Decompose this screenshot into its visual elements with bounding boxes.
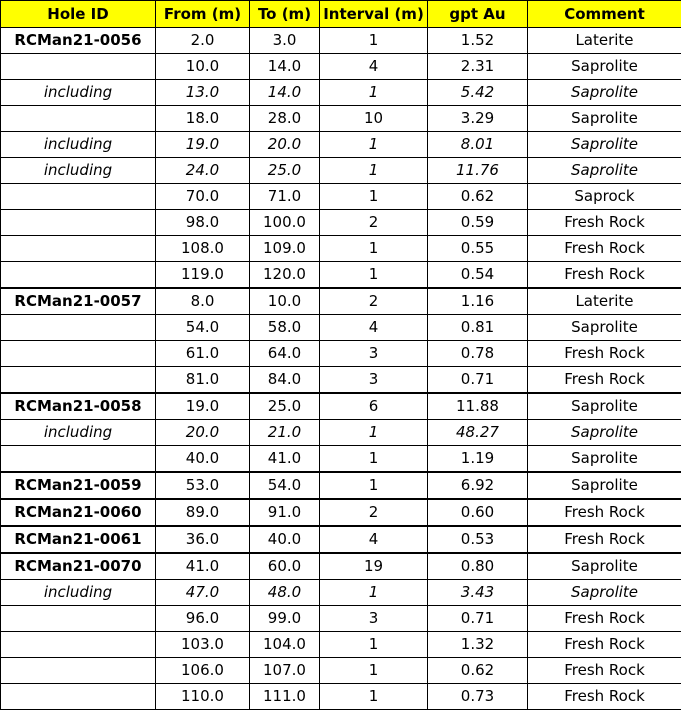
gpt-au-cell: 0.53 [428, 526, 528, 553]
hole-id-cell: RCMan21-0060 [1, 499, 156, 526]
from-cell: 47.0 [156, 580, 250, 606]
gpt-au-cell: 0.55 [428, 236, 528, 262]
hole-id-cell: including [1, 420, 156, 446]
gpt-au-cell: 1.52 [428, 28, 528, 54]
comment-cell: Saprolite [528, 132, 681, 158]
to-cell: 40.0 [250, 526, 320, 553]
to-cell: 111.0 [250, 684, 320, 710]
from-cell: 41.0 [156, 553, 250, 580]
table-row [1, 420, 681, 446]
interval-cell: 1 [320, 158, 428, 184]
gpt-au-cell: 0.81 [428, 315, 528, 341]
gpt-au-cell: 48.27 [428, 420, 528, 446]
to-cell: 41.0 [250, 446, 320, 473]
interval-cell: 1 [320, 658, 428, 684]
interval-cell: 2 [320, 499, 428, 526]
comment-cell: Fresh Rock [528, 684, 681, 710]
comment-cell: Saprolite [528, 446, 681, 473]
gpt-au-cell: 0.78 [428, 341, 528, 367]
gpt-au-cell: 1.16 [428, 288, 528, 315]
comment-cell: Fresh Rock [528, 658, 681, 684]
hole-id-cell [1, 632, 156, 658]
hole-id-cell: RCMan21-0070 [1, 553, 156, 580]
comment-cell: Saprolite [528, 580, 681, 606]
gpt-au-cell: 3.43 [428, 580, 528, 606]
table-row [1, 236, 681, 262]
to-cell: 54.0 [250, 472, 320, 499]
table-row [1, 393, 681, 420]
hole-id-cell: RCMan21-0057 [1, 288, 156, 315]
hole-id-cell: including [1, 580, 156, 606]
gpt-au-cell: 11.88 [428, 393, 528, 420]
header-row [1, 1, 681, 28]
comment-cell: Fresh Rock [528, 499, 681, 526]
comment-cell: Saprolite [528, 393, 681, 420]
interval-cell: 3 [320, 341, 428, 367]
from-cell: 8.0 [156, 288, 250, 315]
interval-cell: 1 [320, 420, 428, 446]
hole-id-cell: including [1, 132, 156, 158]
hole-id-cell: RCMan21-0056 [1, 28, 156, 54]
to-cell: 3.0 [250, 28, 320, 54]
table-row [1, 210, 681, 236]
to-cell: 14.0 [250, 80, 320, 106]
to-cell: 58.0 [250, 315, 320, 341]
table-row [1, 28, 681, 54]
table-row [1, 499, 681, 526]
to-cell: 109.0 [250, 236, 320, 262]
table-row [1, 341, 681, 367]
interval-cell: 2 [320, 210, 428, 236]
comment-cell: Fresh Rock [528, 632, 681, 658]
from-cell: 2.0 [156, 28, 250, 54]
to-cell: 100.0 [250, 210, 320, 236]
interval-cell: 19 [320, 553, 428, 580]
header-hole-id: Hole ID [1, 1, 156, 28]
hole-id-cell: including [1, 158, 156, 184]
hole-id-cell: including [1, 80, 156, 106]
comment-cell: Saprolite [528, 80, 681, 106]
table-row [1, 684, 681, 710]
from-cell: 108.0 [156, 236, 250, 262]
gpt-au-cell: 0.71 [428, 367, 528, 394]
interval-cell: 1 [320, 80, 428, 106]
gpt-au-cell: 0.73 [428, 684, 528, 710]
from-cell: 98.0 [156, 210, 250, 236]
gpt-au-cell: 0.71 [428, 606, 528, 632]
to-cell: 104.0 [250, 632, 320, 658]
hole-id-cell [1, 315, 156, 341]
to-cell: 20.0 [250, 132, 320, 158]
hole-id-cell [1, 606, 156, 632]
table-row [1, 132, 681, 158]
to-cell: 120.0 [250, 262, 320, 289]
to-cell: 28.0 [250, 106, 320, 132]
to-cell: 91.0 [250, 499, 320, 526]
hole-id-cell [1, 210, 156, 236]
gpt-au-cell: 0.62 [428, 184, 528, 210]
interval-cell: 1 [320, 236, 428, 262]
gpt-au-cell: 6.92 [428, 472, 528, 499]
from-cell: 13.0 [156, 80, 250, 106]
comment-cell: Saprolite [528, 54, 681, 80]
from-cell: 110.0 [156, 684, 250, 710]
table-row [1, 54, 681, 80]
table-body [1, 28, 681, 710]
comment-cell: Fresh Rock [528, 236, 681, 262]
gpt-au-cell: 0.54 [428, 262, 528, 289]
from-cell: 119.0 [156, 262, 250, 289]
table-row [1, 184, 681, 210]
table-row [1, 632, 681, 658]
comment-cell: Saprolite [528, 420, 681, 446]
from-cell: 20.0 [156, 420, 250, 446]
table-row [1, 472, 681, 499]
table-row [1, 315, 681, 341]
table-row [1, 606, 681, 632]
from-cell: 70.0 [156, 184, 250, 210]
gpt-au-cell: 0.80 [428, 553, 528, 580]
table-row [1, 446, 681, 473]
from-cell: 19.0 [156, 393, 250, 420]
from-cell: 96.0 [156, 606, 250, 632]
gpt-au-cell: 0.60 [428, 499, 528, 526]
interval-cell: 1 [320, 632, 428, 658]
interval-cell: 1 [320, 446, 428, 473]
interval-cell: 3 [320, 367, 428, 394]
table-row [1, 288, 681, 315]
interval-cell: 1 [320, 132, 428, 158]
to-cell: 14.0 [250, 54, 320, 80]
header-comment: Comment [528, 1, 681, 28]
from-cell: 53.0 [156, 472, 250, 499]
table-row [1, 526, 681, 553]
table-row [1, 367, 681, 394]
table-row [1, 262, 681, 289]
to-cell: 99.0 [250, 606, 320, 632]
interval-cell: 4 [320, 315, 428, 341]
gpt-au-cell: 1.32 [428, 632, 528, 658]
interval-cell: 1 [320, 580, 428, 606]
hole-id-cell: RCMan21-0058 [1, 393, 156, 420]
from-cell: 103.0 [156, 632, 250, 658]
interval-cell: 1 [320, 472, 428, 499]
gpt-au-cell: 5.42 [428, 80, 528, 106]
to-cell: 64.0 [250, 341, 320, 367]
comment-cell: Fresh Rock [528, 210, 681, 236]
to-cell: 107.0 [250, 658, 320, 684]
interval-cell: 4 [320, 526, 428, 553]
comment-cell: Saprolite [528, 158, 681, 184]
comment-cell: Fresh Rock [528, 606, 681, 632]
comment-cell: Fresh Rock [528, 262, 681, 289]
table-row [1, 580, 681, 606]
comment-cell: Saprolite [528, 106, 681, 132]
hole-id-cell [1, 684, 156, 710]
interval-cell: 1 [320, 28, 428, 54]
table-row [1, 80, 681, 106]
comment-cell: Saprolite [528, 553, 681, 580]
to-cell: 10.0 [250, 288, 320, 315]
to-cell: 25.0 [250, 393, 320, 420]
comment-cell: Saprolite [528, 315, 681, 341]
interval-cell: 1 [320, 684, 428, 710]
table-row [1, 658, 681, 684]
interval-cell: 3 [320, 606, 428, 632]
from-cell: 19.0 [156, 132, 250, 158]
to-cell: 71.0 [250, 184, 320, 210]
table-row [1, 158, 681, 184]
to-cell: 84.0 [250, 367, 320, 394]
hole-id-cell [1, 236, 156, 262]
comment-cell: Saprock [528, 184, 681, 210]
gpt-au-cell: 0.62 [428, 658, 528, 684]
interval-cell: 1 [320, 184, 428, 210]
gpt-au-cell: 8.01 [428, 132, 528, 158]
hole-id-cell [1, 446, 156, 473]
from-cell: 106.0 [156, 658, 250, 684]
gpt-au-cell: 1.19 [428, 446, 528, 473]
from-cell: 81.0 [156, 367, 250, 394]
gpt-au-cell: 11.76 [428, 158, 528, 184]
comment-cell: Fresh Rock [528, 526, 681, 553]
hole-id-cell: RCMan21-0059 [1, 472, 156, 499]
header-interval: Interval (m) [320, 1, 428, 28]
comment-cell: Laterite [528, 288, 681, 315]
comment-cell: Fresh Rock [528, 367, 681, 394]
hole-id-cell: RCMan21-0061 [1, 526, 156, 553]
comment-cell: Laterite [528, 28, 681, 54]
table-row [1, 553, 681, 580]
to-cell: 48.0 [250, 580, 320, 606]
hole-id-cell [1, 367, 156, 394]
hole-id-cell [1, 106, 156, 132]
interval-cell: 2 [320, 288, 428, 315]
gpt-au-cell: 3.29 [428, 106, 528, 132]
from-cell: 40.0 [156, 446, 250, 473]
hole-id-cell [1, 658, 156, 684]
comment-cell: Fresh Rock [528, 341, 681, 367]
hole-id-cell [1, 184, 156, 210]
interval-cell: 10 [320, 106, 428, 132]
interval-cell: 1 [320, 262, 428, 289]
interval-cell: 6 [320, 393, 428, 420]
from-cell: 18.0 [156, 106, 250, 132]
to-cell: 21.0 [250, 420, 320, 446]
to-cell: 25.0 [250, 158, 320, 184]
hole-id-cell [1, 341, 156, 367]
to-cell: 60.0 [250, 553, 320, 580]
from-cell: 54.0 [156, 315, 250, 341]
from-cell: 36.0 [156, 526, 250, 553]
hole-id-cell [1, 54, 156, 80]
header-gpt-au: gpt Au [428, 1, 528, 28]
header-to: To (m) [250, 1, 320, 28]
interval-cell: 4 [320, 54, 428, 80]
header-from: From (m) [156, 1, 250, 28]
comment-cell: Saprolite [528, 472, 681, 499]
gpt-au-cell: 0.59 [428, 210, 528, 236]
from-cell: 89.0 [156, 499, 250, 526]
from-cell: 24.0 [156, 158, 250, 184]
table-row [1, 106, 681, 132]
gpt-au-cell: 2.31 [428, 54, 528, 80]
from-cell: 10.0 [156, 54, 250, 80]
hole-id-cell [1, 262, 156, 289]
from-cell: 61.0 [156, 341, 250, 367]
